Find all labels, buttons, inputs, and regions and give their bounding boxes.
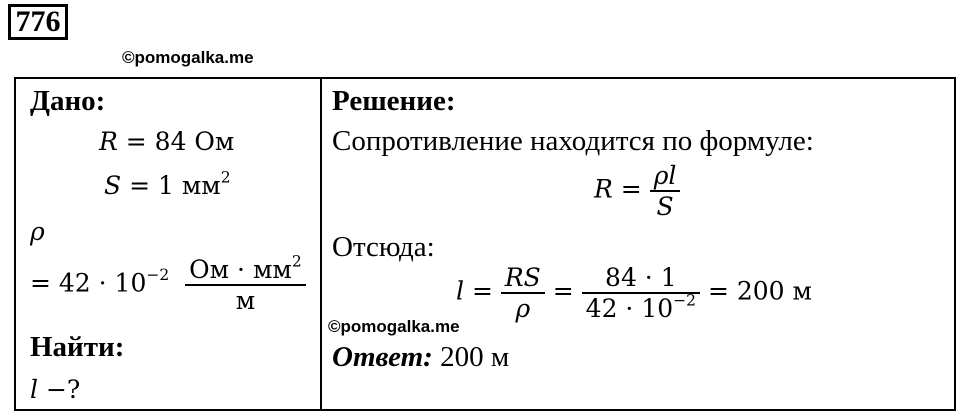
calc-fraction-2 [582,263,700,323]
problem-number: 776 [8,4,68,40]
find-value [30,375,80,404]
formula-numerator: ρl [653,161,677,190]
solution-table [14,77,956,411]
calc-fraction-1-num: RS [504,263,541,292]
calc-fraction-2-num: 84 · 1 [605,263,677,292]
s-exponent: 2 [220,168,231,187]
watermark: ©pomogalka.me [122,48,254,67]
rho-unit-denominator: м [185,284,306,315]
solution-intro: Сопротивление находится по формуле: [332,125,814,157]
rho-unit-numerator: Ом · $мм^2$ [189,252,302,284]
answer-label: Ответ: [332,341,433,373]
rho-exponent: −2 [146,265,170,284]
var-r: R [99,127,118,156]
rho-unit-fraction [185,252,306,315]
var-l: l [30,375,38,404]
calc-fraction-1-den: ρ [501,292,545,323]
calc-eq2: = [552,276,574,306]
calc-lhs: l [456,276,464,306]
r-value: = 84 Ом [117,127,235,156]
s-value: = 1 мм [121,171,221,200]
watermark-inline: ©pomogalka.me [328,317,460,336]
rho-coefficient: = 42 · 10 [30,268,147,298]
formula-denominator: S [650,190,681,221]
resistance-formula [594,161,680,221]
formula-lhs: R [594,174,613,204]
formula-fraction [650,161,681,221]
given-heading: Дано: [30,85,106,117]
length-calculation [456,263,812,323]
answer-value: 200 м [432,341,510,373]
given-resistance [99,127,234,156]
formula-equals: = [620,174,642,204]
given-area [104,168,231,200]
calc-result: = 200 м [707,276,812,306]
find-heading: Найти: [30,331,125,363]
calc-fraction-1 [501,263,545,323]
hence-label: Отсюда: [332,231,435,263]
given-rho-symbol: ρ [30,217,45,246]
calc-fraction-2-den: $42 \cdot 10^{-2}$ [582,292,700,323]
calc-eq1: = [471,276,493,306]
solution-heading: Решение: [332,85,456,117]
var-s: S [104,171,122,200]
given-rho-value [30,252,306,315]
answer-line [332,341,509,374]
find-question: −? [38,375,81,404]
column-divider [320,79,322,409]
